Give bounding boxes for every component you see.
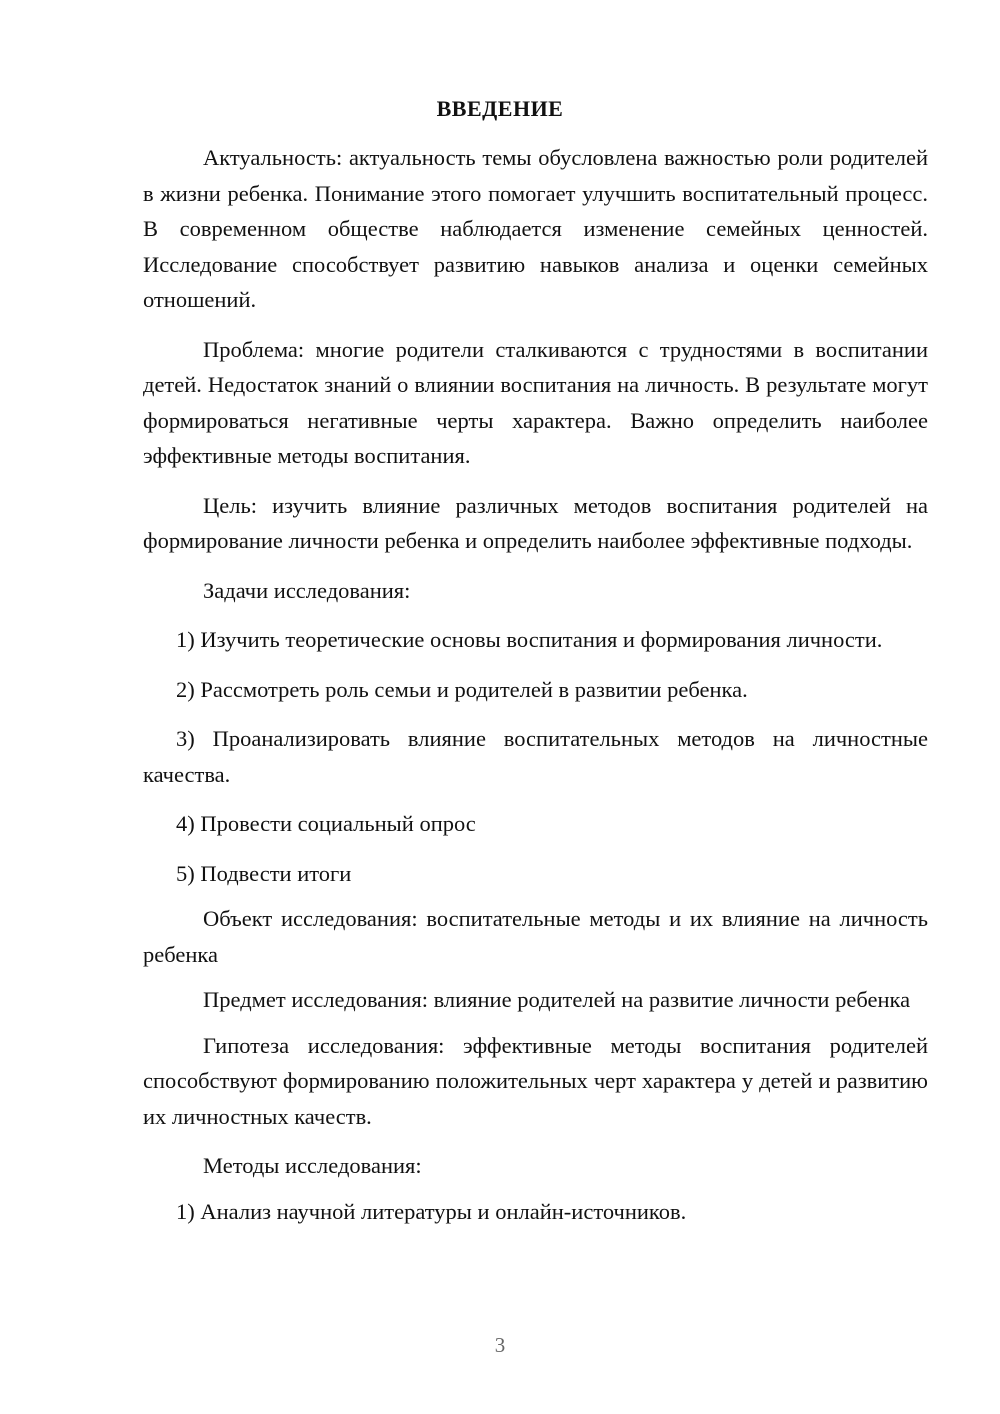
method-item-1: 1) Анализ научной литературы и онлайн-источников. <box>176 1198 687 1224</box>
object-paragraph: Объект исследования: воспитательные методы и их влияние на личность ребенка <box>143 906 928 967</box>
methods-title: Методы исследования: <box>203 1153 422 1178</box>
page-number: 3 <box>494 1333 506 1357</box>
task-item-2: 2) Рассмотреть роль семьи и родителей в развитии ребенка. <box>176 676 748 702</box>
hypothesis-paragraph: Гипотеза исследования: эффективные методы воспитания родителей способствуют формированию положительных черт характера у детей и развитию их личностных качеств. <box>143 1032 928 1129</box>
task-item-1: 1) Изучить теоретические основы воспитания и формирования личности. <box>176 627 883 652</box>
subject-paragraph: Предмет исследования: влияние родителей на развитие личности ребенка <box>203 987 911 1012</box>
document-body <box>143 140 928 1243</box>
task-item-3: 3) Проанализировать влияние воспитательных методов на личностные качества. <box>143 726 928 787</box>
tasks-title: Задачи исследования: <box>203 577 411 603</box>
goal-paragraph: Цель: изучить влияние различных методов воспитания родителей на формирование личности ребенка и определить наиболее эффективные подходы. <box>143 492 928 553</box>
task-item-5: 5) Подвести итоги <box>176 860 352 886</box>
section-heading: ВВЕДЕНИЕ <box>436 96 564 121</box>
task-item-4: 4) Провести социальный опрос <box>176 811 476 836</box>
problem-paragraph: Проблема: многие родители сталкиваются с трудностями в воспитании детей. Недостаток знаний о влиянии воспитания на личность. В результате могут формироваться негативные черты характера. Важно определить наиболее эффективные методы воспитания. <box>143 336 928 468</box>
actuality-paragraph: Актуальность: актуальность темы обусловлена важностью роли родителей в жизни ребенка. Понимание этого помогает улучшить воспитательный процесс. В современном обществе наблюдается изменение семейных ценностей. Исследование способствует развитию навыков анализа и оценки семейных отношений. <box>143 145 928 312</box>
